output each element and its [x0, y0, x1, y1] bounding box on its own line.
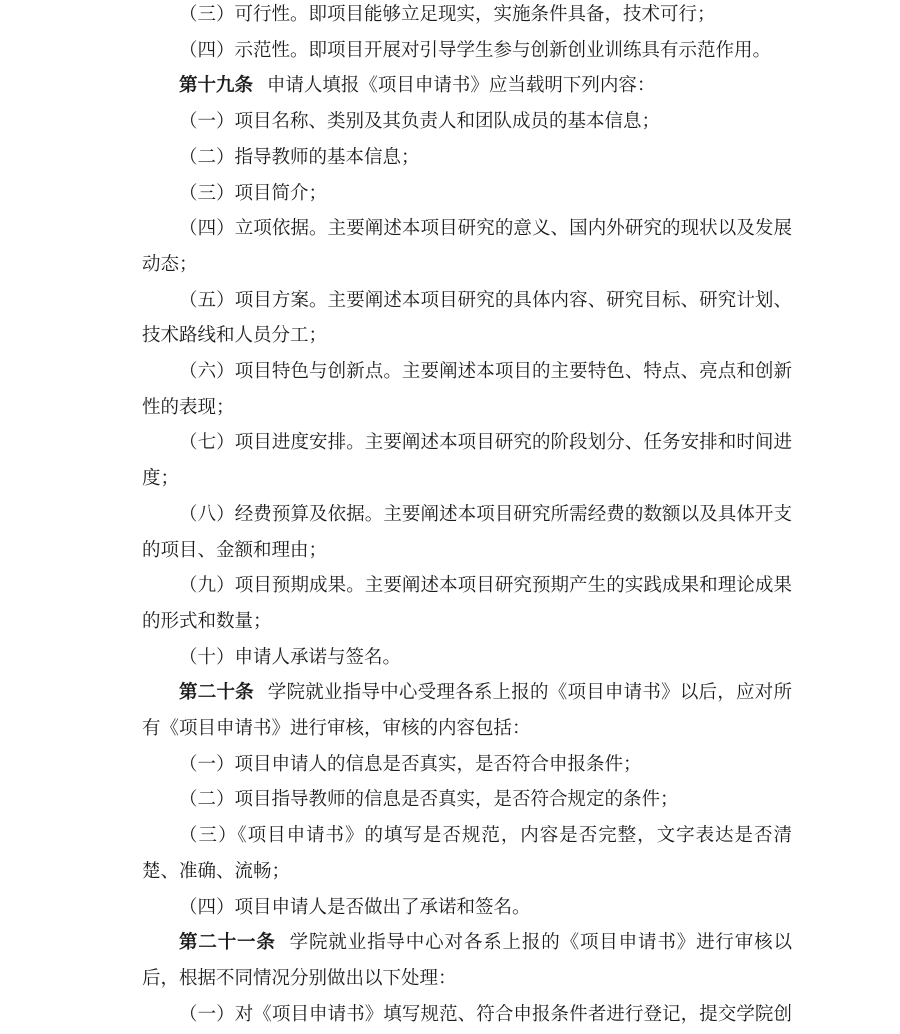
paragraph: （七）项目进度安排。主要阐述本项目研究的阶段划分、任务安排和时间进度；	[142, 433, 792, 490]
paragraph: （三）《项目申请书》的填写是否规范，内容是否完整，文字表达是否清楚、准确、流畅；	[142, 826, 792, 882]
paragraph-truncated: （一）对《项目申请书》填写规范、符合申报条件者进行登记，提交学院创	[179, 1004, 792, 1025]
paragraph-text: 学院就业指导中心受理各系上报的《项目申请书》以后，应对所有《项目申请书》进行审核，审核的内容包括：	[142, 683, 792, 740]
paragraph: （四）示范性。即项目开展对引导学生参与创新创业训练具有示范作用。	[179, 40, 772, 61]
document-content	[142, 0, 792, 1033]
clause-number: 第二十一条	[179, 933, 276, 954]
paragraph: （二）指导教师的基本信息；	[179, 147, 420, 168]
paragraph: （四）立项依据。主要阐述本项目研究的意义、国内外研究的现状以及发展动态；	[142, 219, 792, 275]
paragraph: （一）项目申请人的信息是否真实，是否符合申报条件；	[179, 754, 642, 775]
paragraph: （二）项目指导教师的信息是否真实，是否符合规定的条件；	[179, 790, 679, 811]
paragraph: （六）项目特色与创新点。主要阐述本项目的主要特色、特点、亮点和创新性的表现；	[142, 362, 792, 418]
paragraph: （八）经费预算及依据。主要阐述本项目研究所需经费的数额以及具体开支的项目、金额和理由；	[142, 504, 792, 561]
paragraph: （五）项目方案。主要阐述本项目研究的具体内容、研究目标、研究计划、技术路线和人员分工；	[142, 290, 792, 347]
paragraph: （四）项目申请人是否做出了承诺和签名。	[179, 897, 531, 918]
paragraph-text: 学院就业指导中心对各系上报的《项目申请书》进行审核以后，根据不同情况分别做出以下处理：	[142, 933, 792, 989]
paragraph: （十）申请人承诺与签名。	[179, 647, 402, 668]
paragraph: （一）项目名称、类别及其负责人和团队成员的基本信息；	[179, 112, 661, 133]
paragraph: （三）可行性。即项目能够立足现实，实施条件具备，技术可行；	[179, 5, 716, 25]
paragraph: （三）项目简介；	[179, 183, 328, 204]
clause-number: 第二十条	[179, 683, 254, 704]
paragraph	[142, 69, 792, 105]
paragraph-text: 申请人填报《项目申请书》应当载明下列内容：	[266, 76, 656, 97]
paragraph	[142, 926, 792, 997]
paragraph	[142, 676, 792, 747]
paragraph: （九）项目预期成果。主要阐述本项目研究预期产生的实践成果和理论成果的形式和数量；	[142, 576, 792, 632]
clause-number: 第十九条	[179, 76, 254, 97]
